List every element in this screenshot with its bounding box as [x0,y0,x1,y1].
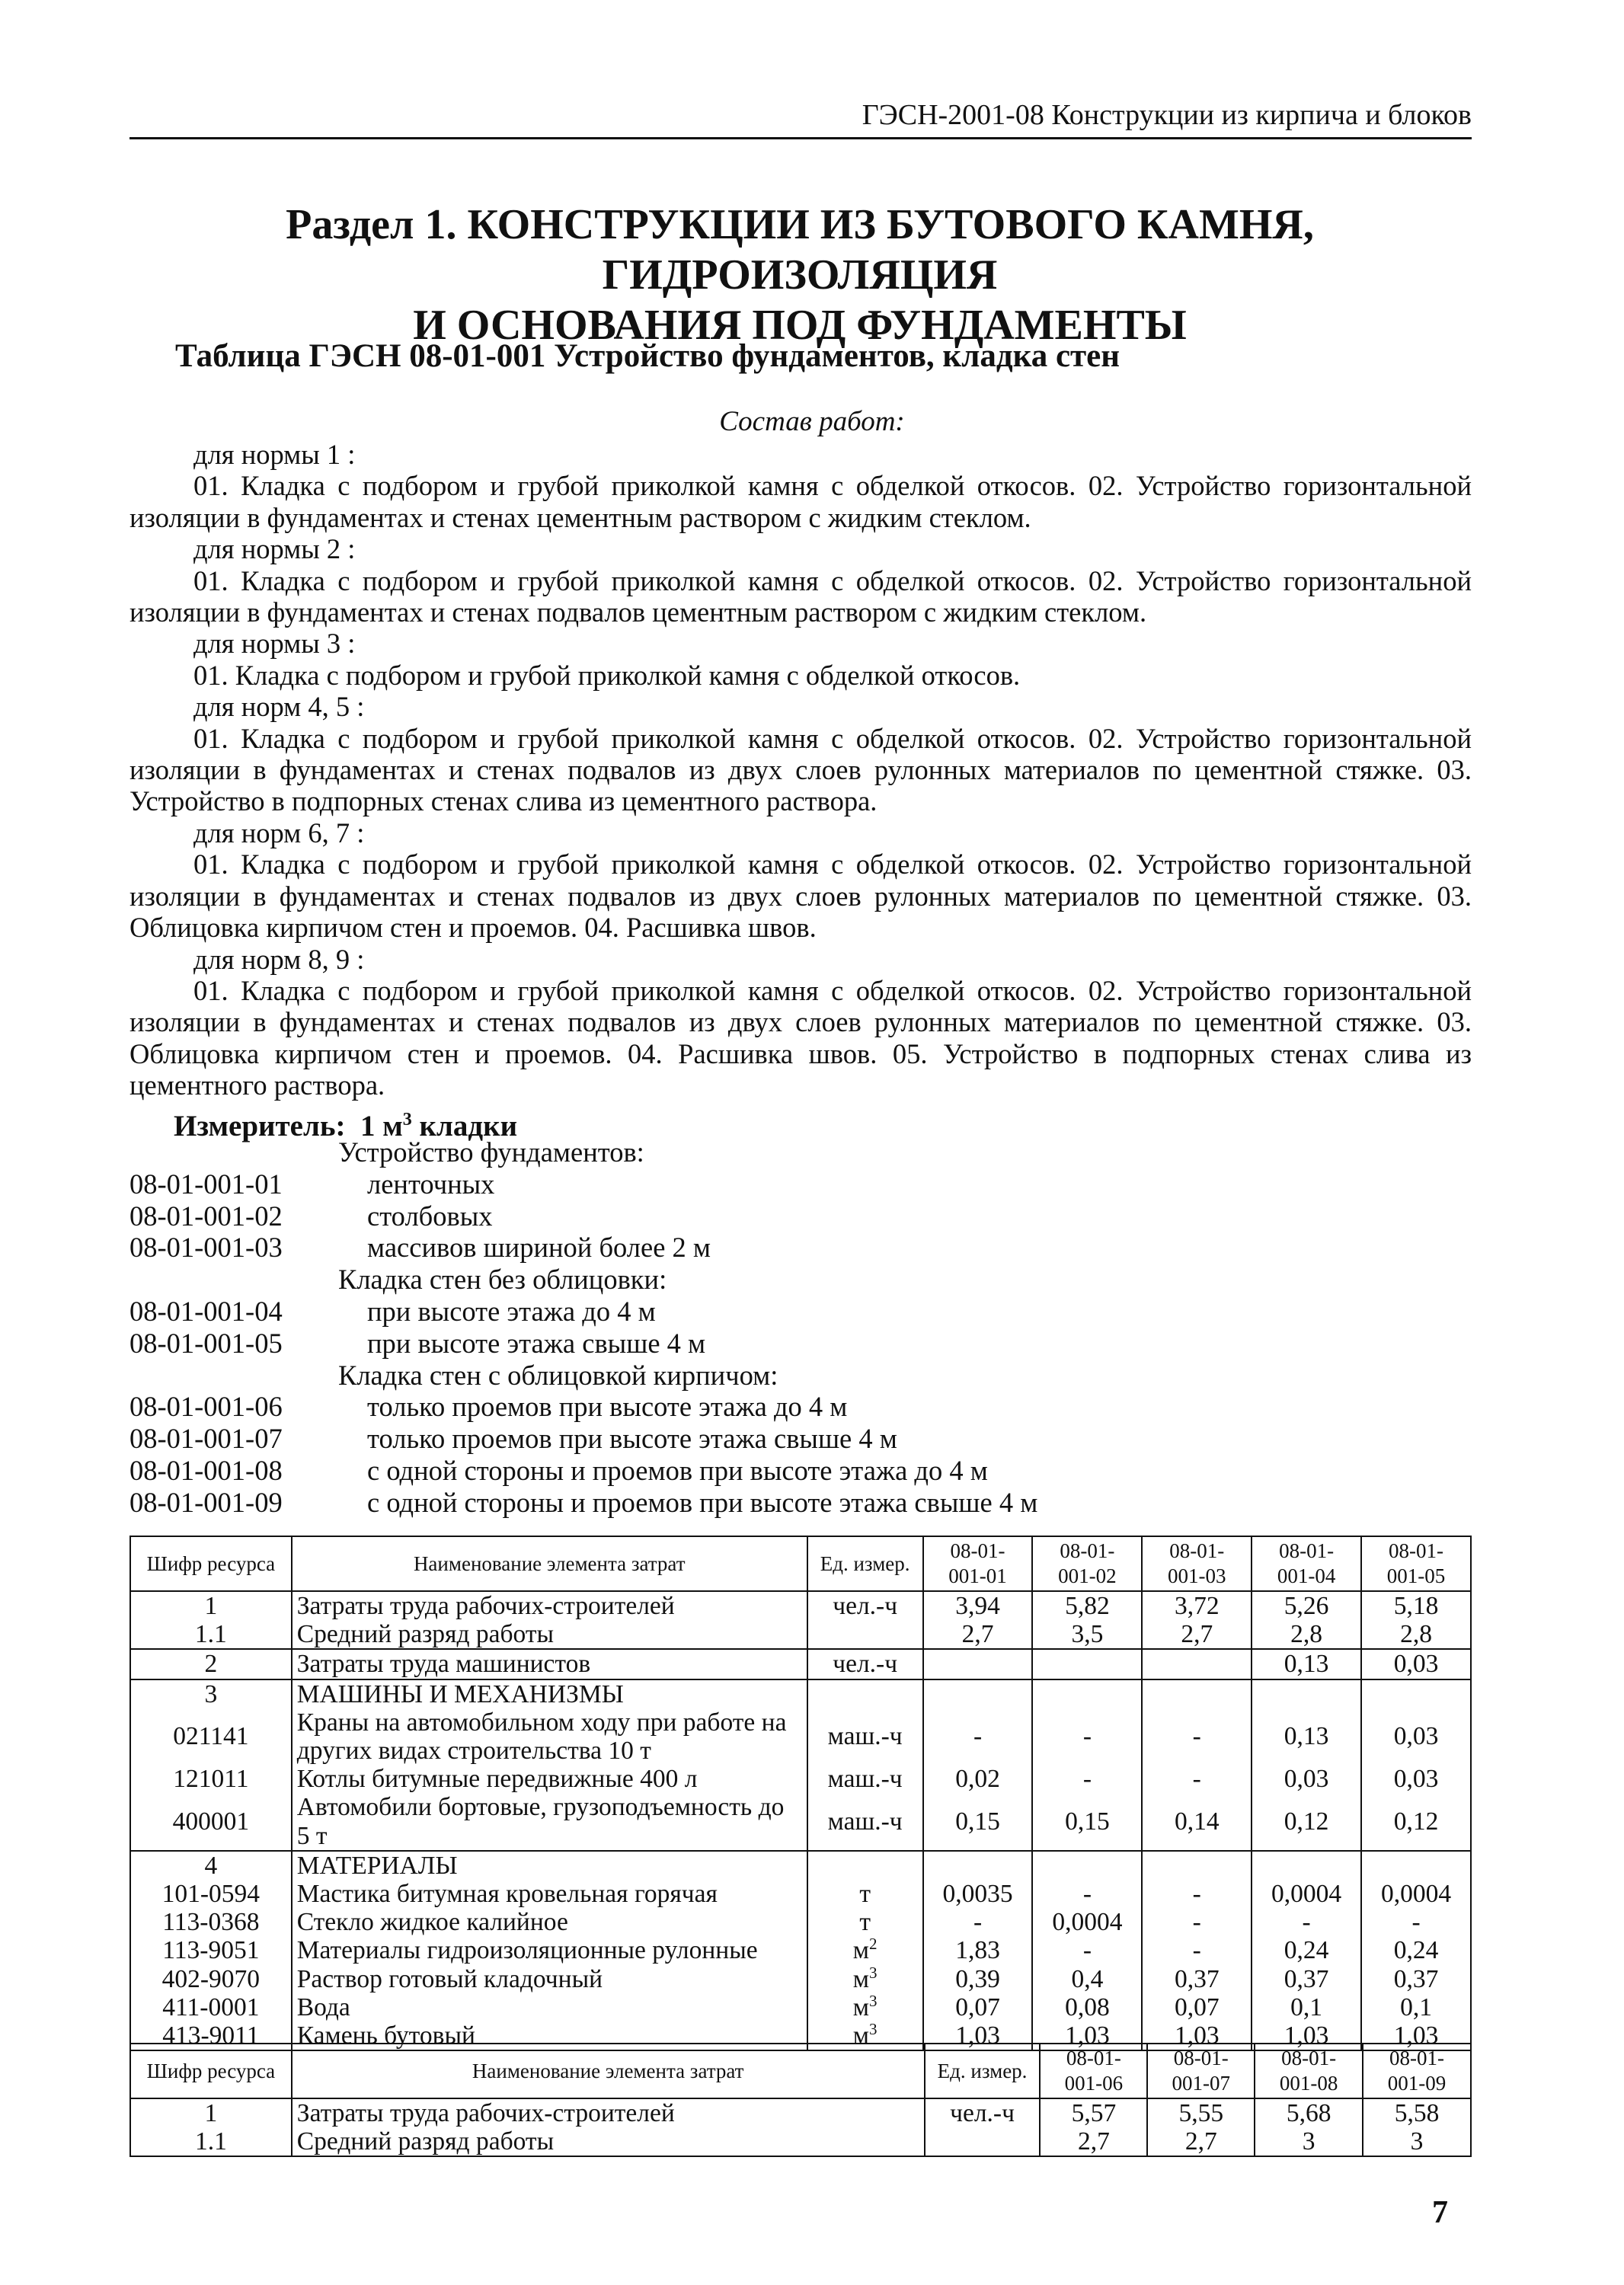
measure-value: 1 м [360,1110,403,1142]
section-title-line-2: И ОСНОВАНИЯ ПОД ФУНДАМЕНТЫ [413,302,1187,349]
code-row [129,1168,1272,1200]
section-title-line-1: Раздел 1. КОНСТРУКЦИИ ИЗ БУТОВОГО КАМНЯ, ГИДРОИЗОЛЯЦИЯ [286,201,1314,299]
norm-value: 0,12 [1252,1793,1361,1850]
resource-table-1 [129,1536,1472,2051]
norm-value: - [1361,1908,1471,1936]
norm-code: 08-01-001-02 [129,1200,283,1232]
table-row [130,1591,1471,1620]
norm-description: с одной стороны и проемов при высоте этажа свыше 4 м [367,1486,1038,1518]
resource-unit [807,1908,923,1936]
norm-value: 1,83 [923,1936,1033,1964]
running-header: ГЭСН-2001-08 Конструкции из кирпича и блоков [129,97,1472,139]
resource-name: Средний разряд работы [292,2127,925,2156]
header-name: Наименование элемента затрат [292,1536,807,1591]
norm-value: 5,82 [1032,1591,1142,1620]
resource-name: Затраты труда рабочих-строителей [292,1591,807,1620]
code-group-title: Кладка стен с облицовкой кирпичом: [338,1359,778,1391]
norm-description: с одной стороны и проемов при высоте этажа до 4 м [367,1454,988,1486]
norm-value: 0,0004 [1032,1908,1142,1936]
resource-code: 2 [130,1649,292,1679]
table-row [130,1965,1471,1993]
norm-value [1142,1679,1252,1708]
norm-value: 2,7 [923,1620,1033,1649]
norm-value [1361,1851,1471,1880]
works-text: 01. Кладка с подбором и грубой приколкой камня с обделкой откосов. 02. Устройство горизонтальной изоляции в фундаментах и стенах подвалов из двух слоев рулонных материалов по цементной стяжке. 03. Облицовка кирпичом стен и проемов. 04. Расшивка швов. [129,848,1472,944]
resource-code: 411-0001 [130,1993,292,2021]
resource-code: 400001 [130,1793,292,1850]
norm-value: - [1032,1708,1142,1765]
resource-name: Материалы гидроизоляционные рулонные [292,1936,807,1964]
resource-unit [807,1965,923,1993]
norm-value: 5,58 [1363,2098,1471,2127]
norm-value: 0,37 [1361,1965,1471,1993]
norm-value [1032,1649,1142,1679]
norm-value: 2,7 [1040,2127,1147,2156]
resource-code: 021141 [130,1708,292,1765]
unit-text: чел.-ч [833,1592,898,1620]
norm-value: 2,8 [1252,1620,1361,1649]
norm-value: 0,15 [1032,1793,1142,1850]
resource-code: 1 [130,2098,292,2127]
code-group-title: Кладка стен без облицовки: [338,1264,667,1296]
unit-text: маш.-ч [827,1722,903,1751]
norm-value: 0,24 [1361,1936,1471,1964]
unit-text: м [852,1964,869,1993]
norm-value: - [1142,1765,1252,1793]
unit-exponent: 2 [869,1935,878,1954]
table-row [130,1649,1471,1679]
norm-value: 0,13 [1252,1649,1361,1679]
norm-value [1032,1851,1142,1880]
code-row [129,1296,1272,1328]
norm-value: - [1142,1908,1252,1936]
norm-value: - [1032,1880,1142,1908]
resource-code: 4 [130,1851,292,1880]
norm-value [923,1851,1033,1880]
unit-text: маш.-ч [827,1765,903,1794]
header-norm-code: 08-01- 001-03 [1142,1536,1252,1591]
header-norm-code: 08-01- 001-08 [1255,2044,1363,2098]
code-row [129,1200,1272,1232]
resource-unit [807,1708,923,1765]
norm-value: - [1142,1708,1252,1765]
norm-value: 3,72 [1142,1591,1252,1620]
unit-exponent: 3 [869,1963,878,1982]
norm-value [1142,1649,1252,1679]
norm-value: 5,18 [1361,1591,1471,1620]
table-header-row [130,2044,1471,2098]
resource-code: 413-9011 [130,2021,292,2050]
norm-value: 0,02 [923,1765,1033,1793]
resource-unit [807,1793,923,1850]
composition-label: Состав работ: [719,406,905,437]
norm-value: 1,03 [1361,2021,1471,2050]
resource-code: 121011 [130,1765,292,1793]
header-norm-code: 08-01- 001-05 [1361,1536,1471,1591]
works-text: 01. Кладка с подбором и грубой приколкой камня с обделкой откосов. 02. Устройство горизонтальной изоляции в фундаментах и стенах подвалов цементным раствором с жидким стеклом. [129,564,1472,628]
norm-value: 0,07 [1142,1993,1252,2021]
norm-value: 0,03 [1361,1765,1471,1793]
norm-value: 1,03 [1252,2021,1361,2050]
resource-code: 113-0368 [130,1908,292,1936]
header-name: Наименование элемента затрат [292,2044,925,2098]
works-text: 01. Кладка с подбором и грубой приколкой камня с обделкой откосов. 02. Устройство горизонтальной изоляции в фундаментах и стенах цементным раствором с жидким стеклом. [129,470,1472,533]
norm-label: для нормы 2 : [193,533,356,565]
header-code: Шифр ресурса [130,2044,292,2098]
resource-unit [807,1936,923,1964]
resource-unit [925,2098,1041,2127]
norm-value: 3,94 [923,1591,1033,1620]
works-list [129,439,1472,1101]
table-row [130,1679,1471,1708]
header-norm-code: 08-01- 001-02 [1032,1536,1142,1591]
header-code: Шифр ресурса [130,1536,292,1591]
code-row [129,1391,1272,1423]
norm-value: - [923,1908,1033,1936]
norm-value: - [1252,1908,1361,1936]
resource-name: Затраты труда рабочих-строителей [292,2098,925,2127]
norm-value [1142,1851,1252,1880]
resource-name: Камень бутовый [292,2021,807,2050]
resource-name: Мастика битумная кровельная горячая [292,1880,807,1908]
resource-name: Средний разряд работы [292,1620,807,1649]
measure-label: Измеритель: [174,1110,346,1142]
code-row [129,1328,1272,1360]
table-title: Таблица ГЭСН 08-01-001 Устройство фундаментов, кладка стен [175,338,1120,374]
norm-value: 0,4 [1032,1965,1142,1993]
resource-code: 1 [130,1591,292,1620]
works-text: 01. Кладка с подбором и грубой приколкой камня с обделкой откосов. [193,659,1021,691]
norm-code: 08-01-001-04 [129,1295,283,1327]
unit-text: т [859,1880,871,1909]
resource-code: 3 [130,1679,292,1708]
table-row [130,1993,1471,2021]
norm-value: 1,03 [1142,2021,1252,2050]
resource-table-2 [129,2043,1472,2157]
table-row [130,1765,1471,1793]
unit-text: т [859,1908,871,1937]
header-unit: Ед. измер. [925,2044,1041,2098]
norm-value [1361,1679,1471,1708]
page-number: 7 [1432,2195,1448,2230]
norm-value: - [1032,1765,1142,1793]
norm-label: для норм 8, 9 : [193,943,365,975]
norm-code: 08-01-001-05 [129,1327,283,1359]
table-row [130,1908,1471,1936]
resource-name: Раствор готовый кладочный [292,1965,807,1993]
norm-label: для нормы 3 : [193,628,356,660]
norm-value: 0,0004 [1361,1880,1471,1908]
resource-name: Краны на автомобильном ходу при работе на других видах строительства 10 т [292,1708,807,1765]
norm-value: 5,55 [1147,2098,1255,2127]
norm-code: 08-01-001-07 [129,1423,283,1455]
norm-code: 08-01-001-01 [129,1168,283,1200]
norm-value: 5,57 [1040,2098,1147,2127]
works-text: 01. Кладка с подбором и грубой приколкой камня с обделкой откосов. 02. Устройство горизонтальной изоляции в фундаментах и стенах подвалов из двух слоев рулонных материалов по цементной стяжке. 03. Устройство в подпорных стенах слива из цементного раствора. [129,722,1472,817]
norm-value: 2,7 [1147,2127,1255,2156]
norm-value: 0,07 [923,1993,1033,2021]
table-row [130,1936,1471,1964]
norm-value: 0,03 [1361,1649,1471,1679]
norm-value: 0,15 [923,1793,1033,1850]
norm-value: 0,37 [1142,1965,1252,1993]
norm-value: 1,03 [923,2021,1033,2050]
norm-value: 0,0004 [1252,1880,1361,1908]
resource-name: МАШИНЫ И МЕХАНИЗМЫ [292,1679,807,1708]
norm-description: при высоте этажа свыше 4 м [367,1327,706,1359]
norm-value: 5,68 [1255,2098,1363,2127]
header-norm-code: 08-01- 001-01 [923,1536,1033,1591]
norm-code: 08-01-001-06 [129,1391,283,1423]
norm-value [923,1679,1033,1708]
norm-value: - [1032,1936,1142,1964]
table-row [130,2127,1471,2156]
norm-description: только проемов при высоте этажа свыше 4 м [367,1423,897,1455]
code-row [129,1423,1272,1455]
norm-value: 2,7 [1142,1620,1252,1649]
norm-value [923,1649,1033,1679]
norm-value: 3 [1255,2127,1363,2156]
resource-unit [807,1765,923,1793]
code-group-title: Устройство фундаментов: [338,1136,644,1168]
norm-value: 0,13 [1252,1708,1361,1765]
norm-description: только проемов при высоте этажа до 4 м [367,1391,848,1423]
norm-value: - [1142,1880,1252,1908]
header-norm-code: 08-01- 001-07 [1147,2044,1255,2098]
resource-code: 1.1 [130,1620,292,1649]
resource-name: Котлы битумные передвижные 400 л [292,1765,807,1793]
norm-label: для норм 4, 5 : [193,691,365,723]
resource-unit [807,1591,923,1620]
resource-name: Затраты труда машинистов [292,1649,807,1679]
header-norm-code: 08-01- 001-09 [1363,2044,1471,2098]
norm-value: 0,03 [1361,1708,1471,1765]
norm-value: 3 [1363,2127,1471,2156]
code-row [129,1232,1272,1264]
norm-value: 0,1 [1361,1993,1471,2021]
norm-value: 0,37 [1252,1965,1361,1993]
resource-name: Вода [292,1993,807,2021]
norm-value: 0,0035 [923,1880,1033,1908]
table-header-row [130,1536,1471,1591]
norm-value: 0,24 [1252,1936,1361,1964]
resource-unit [807,1679,923,1708]
resource-unit [807,1649,923,1679]
norm-value [1252,1679,1361,1708]
norm-description: столбовых [367,1200,493,1232]
unit-text: маш.-ч [827,1807,903,1836]
measure-suffix: кладки [411,1110,518,1142]
unit-text: чел.-ч [833,1650,898,1679]
table-row [130,1851,1471,1880]
norm-description: при высоте этажа до 4 м [367,1295,656,1327]
resource-unit [925,2127,1041,2156]
norm-label: для норм 6, 7 : [193,817,365,848]
resource-name: МАТЕРИАЛЫ [292,1851,807,1880]
measure-sup: 3 [402,1110,412,1130]
resource-unit [807,1993,923,2021]
resource-code: 101-0594 [130,1880,292,1908]
works-text: 01. Кладка с подбором и грубой приколкой камня с обделкой откосов. 02. Устройство горизонтальной изоляции в фундаментах и стенах подвалов из двух слоев рулонных материалов по цементной стяжке. 03. Облицовка кирпичом стен и проемов. 04. Расшивка швов. 05. Устройство в подпорных стенах слива из цементного раствора. [129,974,1472,1101]
norm-value: 0,39 [923,1965,1033,1993]
header-norm-code: 08-01- 001-04 [1252,1536,1361,1591]
section-title [114,200,1485,350]
resource-code: 113-9051 [130,1936,292,1964]
unit-text: м [852,1936,869,1965]
norm-value: 2,8 [1361,1620,1471,1649]
table-row [130,1793,1471,1850]
norm-value: 3,5 [1032,1620,1142,1649]
header-unit: Ед. измер. [807,1536,923,1591]
unit-text: м [852,2021,869,2050]
code-row [129,1455,1272,1487]
norm-value: 1,03 [1032,2021,1142,2050]
unit-text: м [852,1993,869,2021]
unit-text: чел.-ч [950,2099,1015,2127]
code-row [129,1487,1272,1519]
norm-code: 08-01-001-09 [129,1486,283,1518]
norm-code: 08-01-001-08 [129,1454,283,1486]
resource-code: 402-9070 [130,1965,292,1993]
norm-code: 08-01-001-03 [129,1232,283,1264]
resource-code: 1.1 [130,2127,292,2156]
norm-value: 5,26 [1252,1591,1361,1620]
resource-name: Стекло жидкое калийное [292,1908,807,1936]
table-row [130,1620,1471,1649]
norm-description: ленточных [367,1168,495,1200]
table-row [130,2098,1471,2127]
norm-value: 0,14 [1142,1793,1252,1850]
norm-description: массивов шириной более 2 м [367,1232,711,1264]
norm-value: 0,08 [1032,1993,1142,2021]
resource-unit [807,1880,923,1908]
header-norm-code: 08-01- 001-06 [1040,2044,1147,2098]
norm-value: 0,03 [1252,1765,1361,1793]
table-row [130,1880,1471,1908]
code-list [129,1136,1272,1519]
norm-label: для нормы 1 : [193,439,356,470]
table-row [130,1708,1471,1765]
unit-exponent: 3 [869,2019,878,2038]
resource-unit [807,1620,923,1649]
norm-value: - [923,1708,1033,1765]
unit-exponent: 3 [869,1991,878,2010]
resource-unit [807,1851,923,1880]
norm-value [1252,1851,1361,1880]
norm-value: 0,12 [1361,1793,1471,1850]
norm-value: - [1142,1936,1252,1964]
norm-value [1032,1679,1142,1708]
resource-name: Автомобили бортовые, грузоподъемность до 5 т [292,1793,807,1850]
norm-value: 0,1 [1252,1993,1361,2021]
